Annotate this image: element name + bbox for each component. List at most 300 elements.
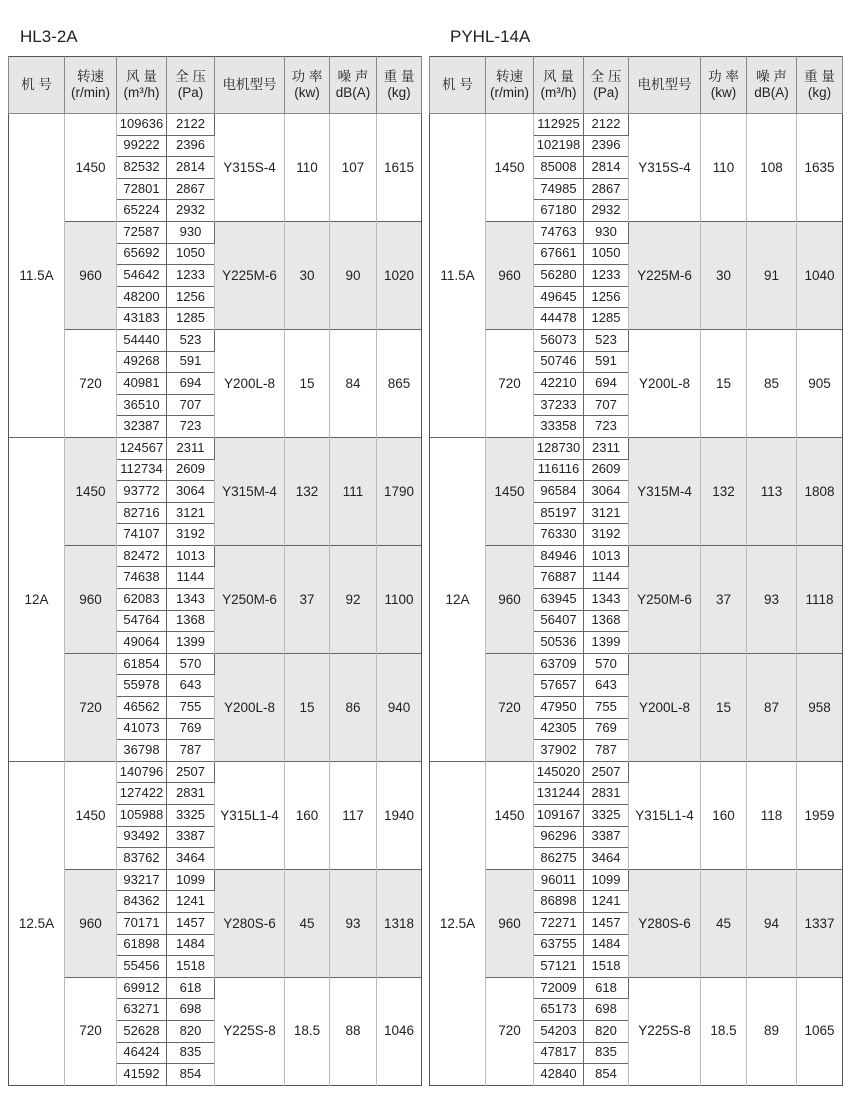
motor-cell: Y315S-4 <box>629 114 701 222</box>
fan-performance-table-left <box>8 56 422 1086</box>
pressure-cell: 2609 <box>584 459 629 481</box>
flow-cell: 72801 <box>117 178 167 200</box>
pressure-cell: 2122 <box>167 114 215 136</box>
flow-cell: 109167 <box>534 805 584 827</box>
pressure-cell: 755 <box>167 697 215 719</box>
power-cell: 160 <box>285 761 330 869</box>
flow-cell: 65173 <box>534 999 584 1021</box>
pressure-cell: 2932 <box>167 200 215 222</box>
pressure-cell: 2396 <box>167 135 215 157</box>
pressure-cell: 755 <box>584 697 629 719</box>
pressure-cell: 835 <box>584 1042 629 1064</box>
flow-cell: 50746 <box>534 351 584 373</box>
pressure-cell: 2932 <box>584 200 629 222</box>
flow-cell: 74985 <box>534 178 584 200</box>
motor-cell: Y315S-4 <box>215 114 285 222</box>
flow-cell: 49645 <box>534 286 584 308</box>
pressure-cell: 2867 <box>167 178 215 200</box>
flow-cell: 42840 <box>534 1064 584 1086</box>
flow-cell: 127422 <box>117 783 167 805</box>
pressure-cell: 3387 <box>167 826 215 848</box>
noise-cell: 89 <box>747 977 797 1085</box>
pressure-cell: 1285 <box>167 308 215 330</box>
speed-cell: 1450 <box>486 761 534 869</box>
flow-cell: 46562 <box>117 697 167 719</box>
flow-cell: 82716 <box>117 502 167 524</box>
power-cell: 15 <box>285 653 330 761</box>
pressure-cell: 618 <box>584 977 629 999</box>
pressure-cell: 694 <box>167 373 215 395</box>
weight-cell: 1337 <box>797 869 843 977</box>
pressure-cell: 2814 <box>167 157 215 179</box>
flow-cell: 63755 <box>534 934 584 956</box>
header-motor: 电机型号 <box>629 57 701 114</box>
motor-cell: Y200L-8 <box>629 329 701 437</box>
flow-cell: 105988 <box>117 805 167 827</box>
pressure-cell: 3121 <box>167 502 215 524</box>
speed-cell: 960 <box>65 869 117 977</box>
flow-cell: 82532 <box>117 157 167 179</box>
speed-cell: 720 <box>65 977 117 1085</box>
flow-cell: 93217 <box>117 869 167 891</box>
noise-cell: 93 <box>330 869 377 977</box>
flow-cell: 131244 <box>534 783 584 805</box>
table-row <box>9 329 422 351</box>
header-model: 机 号 <box>430 57 486 114</box>
speed-cell: 720 <box>65 653 117 761</box>
flow-cell: 74763 <box>534 221 584 243</box>
flow-cell: 46424 <box>117 1042 167 1064</box>
power-cell: 30 <box>701 221 747 329</box>
pressure-cell: 1343 <box>584 589 629 611</box>
pressure-cell: 1241 <box>584 891 629 913</box>
table-row <box>430 869 843 891</box>
flow-cell: 43183 <box>117 308 167 330</box>
noise-cell: 117 <box>330 761 377 869</box>
flow-cell: 61898 <box>117 934 167 956</box>
flow-cell: 83762 <box>117 848 167 870</box>
header-model: 机 号 <box>9 57 65 114</box>
flow-cell: 85008 <box>534 157 584 179</box>
weight-cell: 905 <box>797 329 843 437</box>
pressure-cell: 3387 <box>584 826 629 848</box>
pressure-cell: 2831 <box>584 783 629 805</box>
fan-performance-table-right <box>429 56 843 1086</box>
header-power: 功 率 (kw) <box>285 57 330 114</box>
flow-cell: 56407 <box>534 610 584 632</box>
pressure-cell: 769 <box>167 718 215 740</box>
table-row <box>9 437 422 459</box>
power-cell: 37 <box>285 545 330 653</box>
flow-cell: 36510 <box>117 394 167 416</box>
table-row <box>9 977 422 999</box>
header-flow: 风 量 (m³/h) <box>534 57 584 114</box>
speed-cell: 960 <box>65 221 117 329</box>
motor-cell: Y225S-8 <box>629 977 701 1085</box>
noise-cell: 85 <box>747 329 797 437</box>
flow-cell: 93772 <box>117 481 167 503</box>
flow-cell: 72271 <box>534 912 584 934</box>
pressure-cell: 643 <box>584 675 629 697</box>
flow-cell: 41073 <box>117 718 167 740</box>
flow-cell: 62083 <box>117 589 167 611</box>
pressure-cell: 2507 <box>584 761 629 783</box>
pressure-cell: 835 <box>167 1042 215 1064</box>
pressure-cell: 523 <box>167 329 215 351</box>
flow-cell: 74638 <box>117 567 167 589</box>
flow-cell: 82472 <box>117 545 167 567</box>
flow-cell: 76330 <box>534 524 584 546</box>
weight-cell: 1790 <box>377 437 422 545</box>
pressure-cell: 570 <box>167 653 215 675</box>
table-row <box>430 545 843 567</box>
power-cell: 132 <box>701 437 747 545</box>
pressure-cell: 1050 <box>584 243 629 265</box>
motor-cell: Y315M-4 <box>629 437 701 545</box>
flow-cell: 48200 <box>117 286 167 308</box>
table-row <box>9 114 422 136</box>
power-cell: 45 <box>285 869 330 977</box>
header-row <box>9 57 422 114</box>
flow-cell: 47817 <box>534 1042 584 1064</box>
table-row <box>430 221 843 243</box>
speed-cell: 1450 <box>486 114 534 222</box>
power-cell: 160 <box>701 761 747 869</box>
pressure-cell: 930 <box>584 221 629 243</box>
pressure-cell: 1013 <box>584 545 629 567</box>
pressure-cell: 2609 <box>167 459 215 481</box>
flow-cell: 42210 <box>534 373 584 395</box>
pressure-cell: 930 <box>167 221 215 243</box>
motor-cell: Y250M-6 <box>215 545 285 653</box>
weight-cell: 1959 <box>797 761 843 869</box>
pressure-cell: 1099 <box>167 869 215 891</box>
table-row <box>430 114 843 136</box>
pressure-cell: 787 <box>584 740 629 762</box>
speed-cell: 960 <box>486 545 534 653</box>
flow-cell: 128730 <box>534 437 584 459</box>
pressure-cell: 523 <box>584 329 629 351</box>
pressure-cell: 820 <box>584 1020 629 1042</box>
flow-cell: 93492 <box>117 826 167 848</box>
pressure-cell: 570 <box>584 653 629 675</box>
weight-cell: 940 <box>377 653 422 761</box>
header-pressure: 全 压 (Pa) <box>167 57 215 114</box>
weight-cell: 1100 <box>377 545 422 653</box>
speed-cell: 960 <box>65 545 117 653</box>
header-speed: 转速 (r/min) <box>65 57 117 114</box>
weight-cell: 1040 <box>797 221 843 329</box>
pressure-cell: 2396 <box>584 135 629 157</box>
pressure-cell: 591 <box>167 351 215 373</box>
flow-cell: 85197 <box>534 502 584 524</box>
power-cell: 132 <box>285 437 330 545</box>
model-cell: 11.5A <box>9 114 65 438</box>
flow-cell: 99222 <box>117 135 167 157</box>
pressure-cell: 698 <box>584 999 629 1021</box>
noise-cell: 111 <box>330 437 377 545</box>
weight-cell: 958 <box>797 653 843 761</box>
pressure-cell: 769 <box>584 718 629 740</box>
header-power: 功 率 (kw) <box>701 57 747 114</box>
pressure-cell: 3121 <box>584 502 629 524</box>
flow-cell: 65692 <box>117 243 167 265</box>
flow-cell: 116116 <box>534 459 584 481</box>
pressure-cell: 723 <box>584 416 629 438</box>
flow-cell: 72587 <box>117 221 167 243</box>
pressure-cell: 1399 <box>584 632 629 654</box>
flow-cell: 63945 <box>534 589 584 611</box>
pressure-cell: 707 <box>584 394 629 416</box>
flow-cell: 42305 <box>534 718 584 740</box>
noise-cell: 91 <box>747 221 797 329</box>
speed-cell: 960 <box>486 221 534 329</box>
power-cell: 30 <box>285 221 330 329</box>
speed-cell: 720 <box>65 329 117 437</box>
power-cell: 110 <box>701 114 747 222</box>
pressure-cell: 2311 <box>584 437 629 459</box>
pressure-cell: 3064 <box>167 481 215 503</box>
pressure-cell: 2311 <box>167 437 215 459</box>
flow-cell: 52628 <box>117 1020 167 1042</box>
speed-cell: 1450 <box>65 114 117 222</box>
pressure-cell: 698 <box>167 999 215 1021</box>
flow-cell: 55978 <box>117 675 167 697</box>
pressure-cell: 1518 <box>167 956 215 978</box>
flow-cell: 96296 <box>534 826 584 848</box>
noise-cell: 86 <box>330 653 377 761</box>
pressure-cell: 3464 <box>167 848 215 870</box>
flow-cell: 67661 <box>534 243 584 265</box>
model-cell: 11.5A <box>430 114 486 438</box>
flow-cell: 37233 <box>534 394 584 416</box>
motor-cell: Y250M-6 <box>629 545 701 653</box>
header-noise: 噪 声 dB(A) <box>747 57 797 114</box>
table-row <box>430 653 843 675</box>
pressure-cell: 854 <box>167 1064 215 1086</box>
motor-cell: Y200L-8 <box>629 653 701 761</box>
power-cell: 15 <box>285 329 330 437</box>
pressure-cell: 2814 <box>584 157 629 179</box>
flow-cell: 32387 <box>117 416 167 438</box>
flow-cell: 37902 <box>534 740 584 762</box>
weight-cell: 1615 <box>377 114 422 222</box>
pressure-cell: 3192 <box>167 524 215 546</box>
table-title-left: HL3-2A <box>20 27 78 46</box>
flow-cell: 47950 <box>534 697 584 719</box>
flow-cell: 102198 <box>534 135 584 157</box>
flow-cell: 57121 <box>534 956 584 978</box>
flow-cell: 109636 <box>117 114 167 136</box>
flow-cell: 86275 <box>534 848 584 870</box>
pressure-cell: 1368 <box>167 610 215 632</box>
pressure-cell: 2122 <box>584 114 629 136</box>
pressure-cell: 1457 <box>167 912 215 934</box>
pressure-cell: 3192 <box>584 524 629 546</box>
flow-cell: 49064 <box>117 632 167 654</box>
pressure-cell: 618 <box>167 977 215 999</box>
flow-cell: 96011 <box>534 869 584 891</box>
pressure-cell: 1241 <box>167 891 215 913</box>
noise-cell: 93 <box>747 545 797 653</box>
power-cell: 18.5 <box>285 977 330 1085</box>
pressure-cell: 1144 <box>584 567 629 589</box>
flow-cell: 140796 <box>117 761 167 783</box>
flow-cell: 54642 <box>117 265 167 287</box>
flow-cell: 56073 <box>534 329 584 351</box>
pressure-cell: 1099 <box>584 869 629 891</box>
flow-cell: 124567 <box>117 437 167 459</box>
noise-cell: 118 <box>747 761 797 869</box>
table-row <box>9 653 422 675</box>
flow-cell: 33358 <box>534 416 584 438</box>
flow-cell: 54440 <box>117 329 167 351</box>
noise-cell: 88 <box>330 977 377 1085</box>
weight-cell: 1020 <box>377 221 422 329</box>
table-row <box>9 545 422 567</box>
pressure-cell: 1368 <box>584 610 629 632</box>
flow-cell: 112925 <box>534 114 584 136</box>
weight-cell: 1808 <box>797 437 843 545</box>
weight-cell: 1118 <box>797 545 843 653</box>
noise-cell: 108 <box>747 114 797 222</box>
speed-cell: 720 <box>486 329 534 437</box>
flow-cell: 84362 <box>117 891 167 913</box>
flow-cell: 96584 <box>534 481 584 503</box>
pressure-cell: 694 <box>584 373 629 395</box>
table-row <box>9 869 422 891</box>
pressure-cell: 1233 <box>167 265 215 287</box>
noise-cell: 113 <box>747 437 797 545</box>
flow-cell: 84946 <box>534 545 584 567</box>
pressure-cell: 3325 <box>584 805 629 827</box>
weight-cell: 1065 <box>797 977 843 1085</box>
flow-cell: 70171 <box>117 912 167 934</box>
header-speed: 转速 (r/min) <box>486 57 534 114</box>
flow-cell: 49268 <box>117 351 167 373</box>
noise-cell: 92 <box>330 545 377 653</box>
header-row <box>430 57 843 114</box>
motor-cell: Y315L1-4 <box>215 761 285 869</box>
weight-cell: 1318 <box>377 869 422 977</box>
pressure-cell: 1484 <box>584 934 629 956</box>
weight-cell: 1940 <box>377 761 422 869</box>
noise-cell: 107 <box>330 114 377 222</box>
speed-cell: 720 <box>486 653 534 761</box>
table-row <box>430 329 843 351</box>
table-row <box>430 437 843 459</box>
power-cell: 18.5 <box>701 977 747 1085</box>
table-title-right: PYHL-14A <box>450 27 531 46</box>
pressure-cell: 787 <box>167 740 215 762</box>
model-cell: 12A <box>430 437 486 761</box>
weight-cell: 1046 <box>377 977 422 1085</box>
flow-cell: 112734 <box>117 459 167 481</box>
pressure-cell: 854 <box>584 1064 629 1086</box>
flow-cell: 44478 <box>534 308 584 330</box>
pressure-cell: 1518 <box>584 956 629 978</box>
pressure-cell: 820 <box>167 1020 215 1042</box>
pressure-cell: 1050 <box>167 243 215 265</box>
power-cell: 15 <box>701 653 747 761</box>
power-cell: 45 <box>701 869 747 977</box>
flow-cell: 65224 <box>117 200 167 222</box>
flow-cell: 76887 <box>534 567 584 589</box>
speed-cell: 1450 <box>65 437 117 545</box>
flow-cell: 74107 <box>117 524 167 546</box>
noise-cell: 94 <box>747 869 797 977</box>
speed-cell: 960 <box>486 869 534 977</box>
flow-cell: 56280 <box>534 265 584 287</box>
table-row <box>430 761 843 783</box>
pressure-cell: 643 <box>167 675 215 697</box>
flow-cell: 55456 <box>117 956 167 978</box>
pressure-cell: 1343 <box>167 589 215 611</box>
pressure-cell: 1256 <box>167 286 215 308</box>
pressure-cell: 1484 <box>167 934 215 956</box>
header-noise: 噪 声 dB(A) <box>330 57 377 114</box>
weight-cell: 865 <box>377 329 422 437</box>
table-row <box>430 977 843 999</box>
pressure-cell: 1256 <box>584 286 629 308</box>
motor-cell: Y225M-6 <box>629 221 701 329</box>
pressure-cell: 2507 <box>167 761 215 783</box>
flow-cell: 86898 <box>534 891 584 913</box>
flow-cell: 145020 <box>534 761 584 783</box>
motor-cell: Y200L-8 <box>215 329 285 437</box>
motor-cell: Y225S-8 <box>215 977 285 1085</box>
pressure-cell: 2867 <box>584 178 629 200</box>
power-cell: 15 <box>701 329 747 437</box>
speed-cell: 720 <box>486 977 534 1085</box>
speed-cell: 1450 <box>65 761 117 869</box>
pressure-cell: 1013 <box>167 545 215 567</box>
noise-cell: 87 <box>747 653 797 761</box>
flow-cell: 40981 <box>117 373 167 395</box>
flow-cell: 67180 <box>534 200 584 222</box>
power-cell: 37 <box>701 545 747 653</box>
pressure-cell: 591 <box>584 351 629 373</box>
header-motor: 电机型号 <box>215 57 285 114</box>
power-cell: 110 <box>285 114 330 222</box>
noise-cell: 90 <box>330 221 377 329</box>
flow-cell: 50536 <box>534 632 584 654</box>
pressure-cell: 1457 <box>584 912 629 934</box>
header-weight: 重 量 (kg) <box>797 57 843 114</box>
pressure-cell: 3325 <box>167 805 215 827</box>
motor-cell: Y225M-6 <box>215 221 285 329</box>
motor-cell: Y200L-8 <box>215 653 285 761</box>
pressure-cell: 3464 <box>584 848 629 870</box>
flow-cell: 61854 <box>117 653 167 675</box>
noise-cell: 84 <box>330 329 377 437</box>
flow-cell: 63271 <box>117 999 167 1021</box>
speed-cell: 1450 <box>486 437 534 545</box>
pressure-cell: 1144 <box>167 567 215 589</box>
pressure-cell: 3064 <box>584 481 629 503</box>
weight-cell: 1635 <box>797 114 843 222</box>
flow-cell: 69912 <box>117 977 167 999</box>
motor-cell: Y280S-6 <box>629 869 701 977</box>
flow-cell: 36798 <box>117 740 167 762</box>
table-row <box>9 221 422 243</box>
pressure-cell: 1233 <box>584 265 629 287</box>
motor-cell: Y315L1-4 <box>629 761 701 869</box>
header-flow: 风 量 (m³/h) <box>117 57 167 114</box>
model-cell: 12.5A <box>430 761 486 1085</box>
motor-cell: Y280S-6 <box>215 869 285 977</box>
model-cell: 12.5A <box>9 761 65 1085</box>
